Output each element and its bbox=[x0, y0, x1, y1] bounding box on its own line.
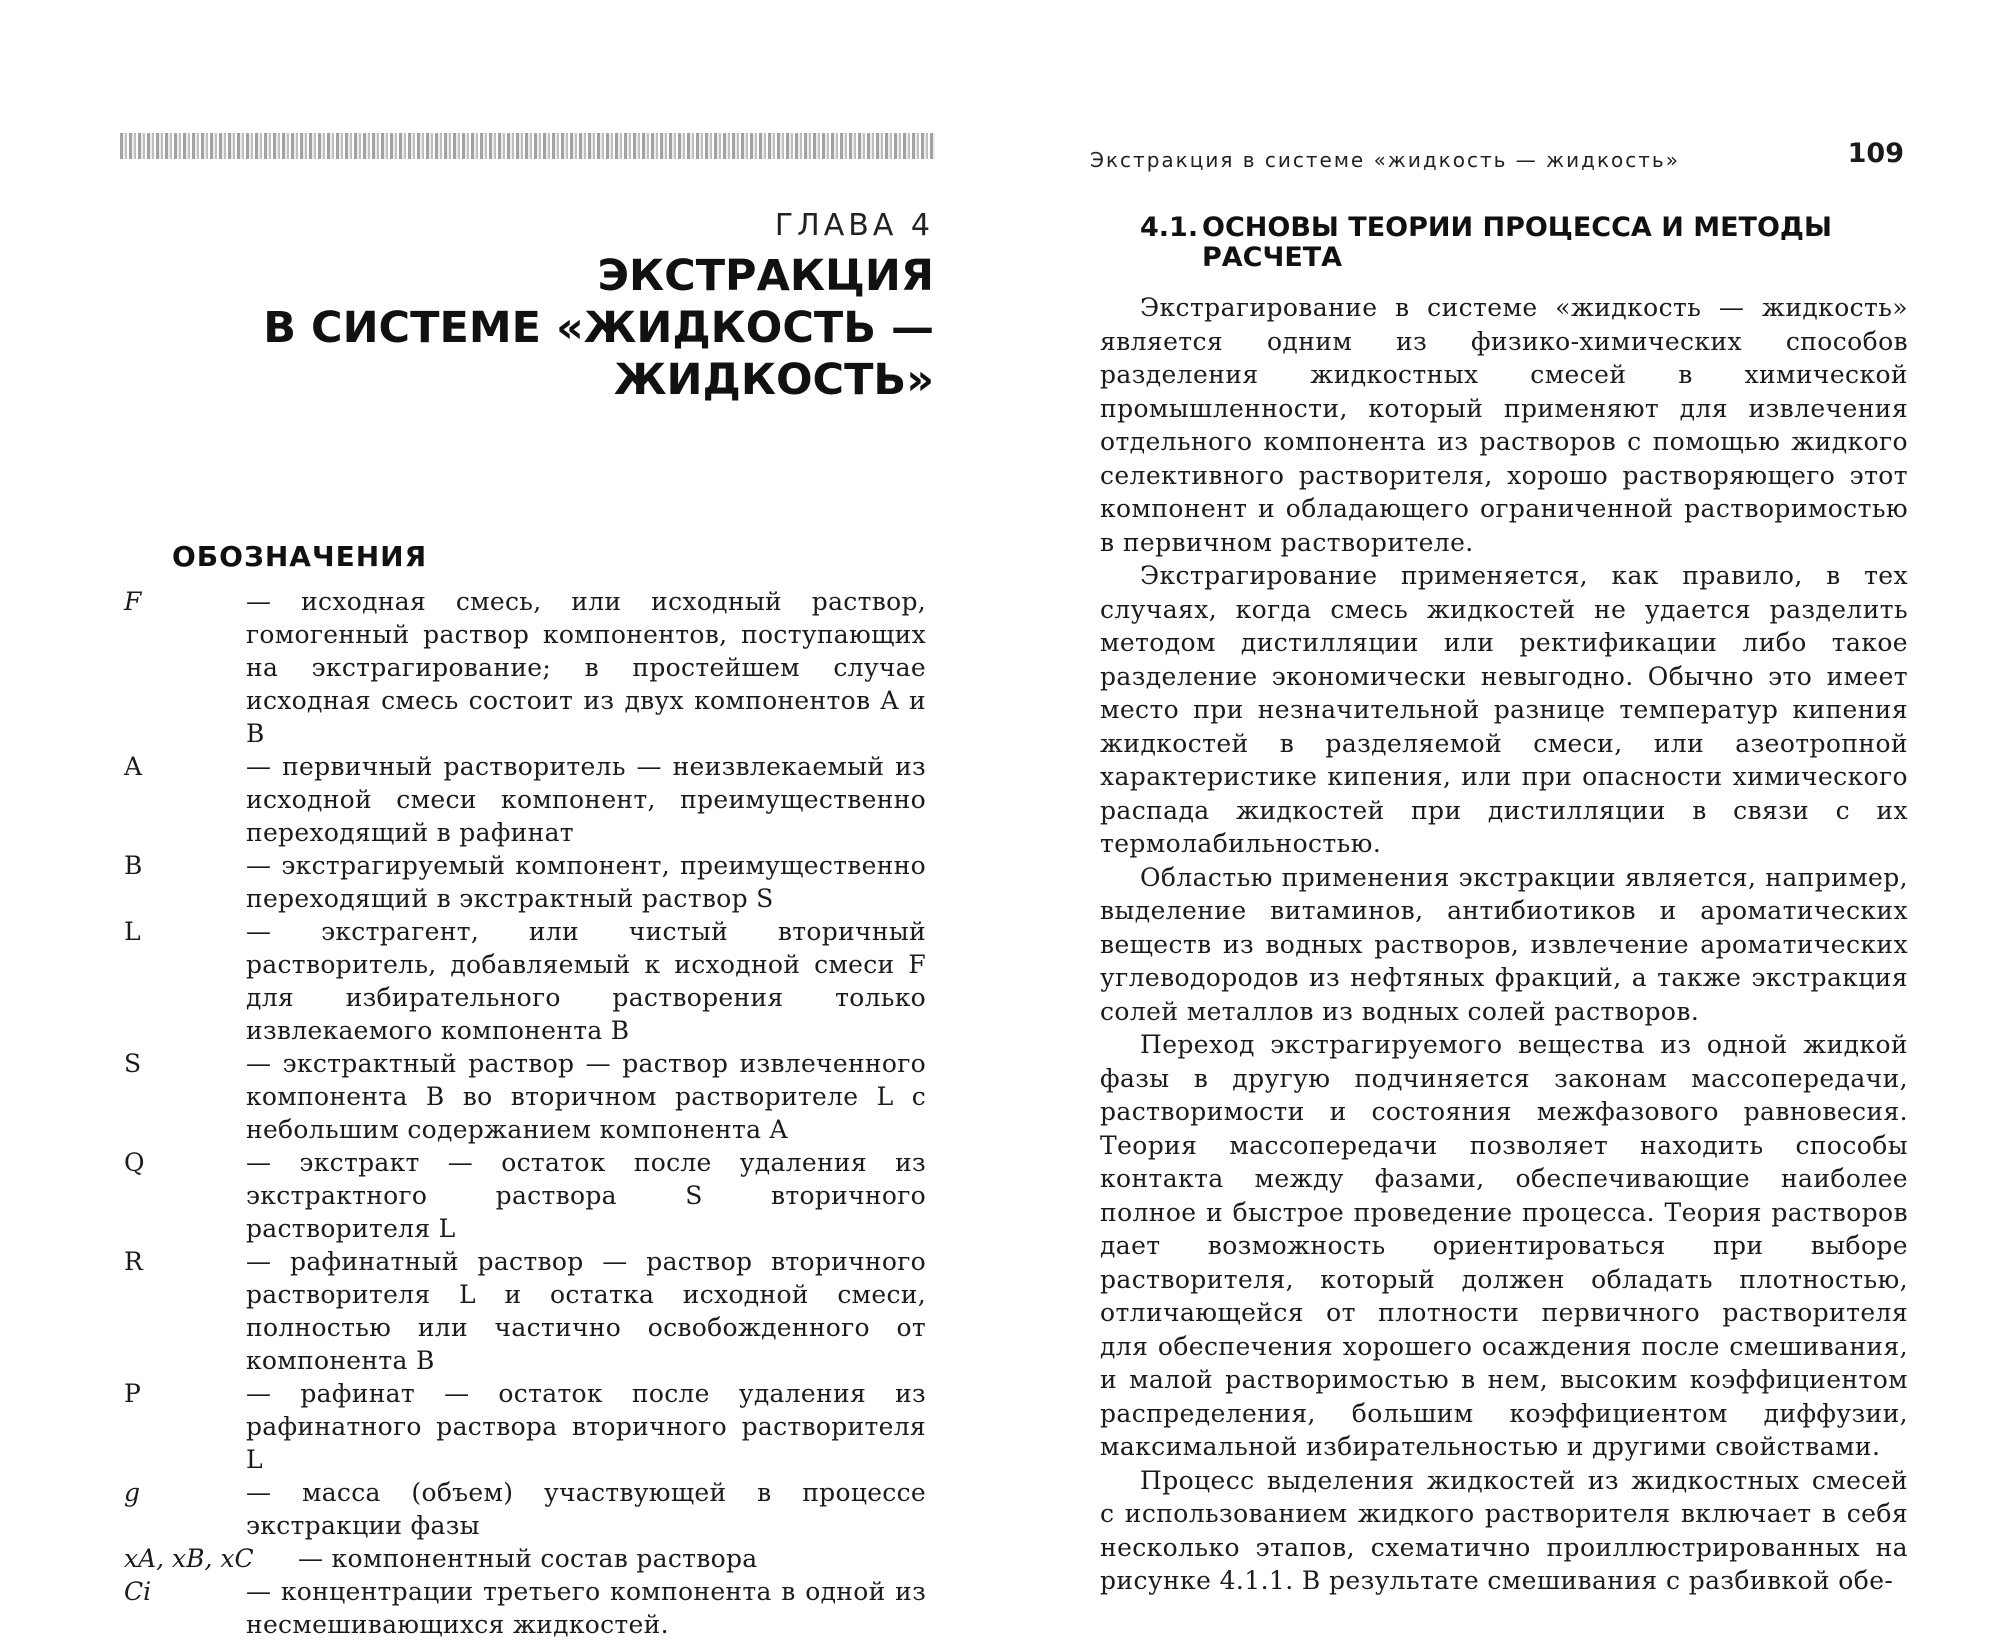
paragraph: Экстрагирование в системе «жидкость — жидкость» является одним из физико-химических способов разделения жидкостных смесей в химической промышленности, который применяют для извлечения отдельного компонента из растворов с помощью жидкого селективного растворителя, хорошо растворяющего этот компонент и обладающего ограниченной растворимостью в первичном растворителе. bbox=[1100, 293, 1908, 557]
notation-item bbox=[124, 585, 924, 750]
chapter-label: ГЛАВА 4 bbox=[774, 208, 934, 243]
notation-symbol: A bbox=[124, 752, 143, 781]
notation-definition: — исходная смесь, или исходный раствор, гомогенный раствор компонентов, поступающих на экстрагирование; в простейшем случае исходная смесь состоит из двух компонентов A и B bbox=[246, 587, 926, 748]
notation-definition: — компонентный состав раствора bbox=[298, 1544, 758, 1573]
chapter-title-line2: В СИСТЕМЕ «ЖИДКОСТЬ — ЖИДКОСТЬ» bbox=[263, 303, 934, 405]
subsection-heading bbox=[1140, 213, 1880, 273]
notation-definition: — первичный растворитель — неизвлекаемый из исходной смеси компонент, преимущественно переходящий в рафинат bbox=[246, 752, 926, 847]
paragraph: Экстрагирование применяется, как правило, в тех случаях, когда смесь жидкостей не удается разделить методом дистилляции или ректификации либо такое разделение экономически невыгодно. Обычно это имеет место при незначительной разнице температур кипения жидкостей в разделяемой смеси, или азеотропной характеристике кипения, или при опасности химического распада жидкостей при дистилляции в связи с их термолабильностью. bbox=[1100, 561, 1908, 858]
paragraph: Процесс выделения жидкостей из жидкостных смесей с использованием жидкого растворителя включает в себя несколько этапов, схематично проиллюстрированных на рисунке 4.1.1. В результате смешивания с разбивкой обе- bbox=[1100, 1465, 1908, 1595]
notation-item bbox=[124, 849, 924, 915]
notation-symbol: Q bbox=[124, 1148, 145, 1177]
notation-symbol: L bbox=[124, 917, 141, 946]
subsection-title-line1: ОСНОВЫ ТЕОРИИ ПРОЦЕССА И МЕТОДЫ bbox=[1202, 212, 1832, 243]
notation-definition: — экстрактный раствор — раствор извлеченного компонента B во вторичном растворителе L с небольшим содержанием компонента A bbox=[246, 1049, 926, 1144]
notation-list bbox=[124, 585, 924, 1641]
notation-definition: — масса (объем) участвующей в процессе экстракции фазы bbox=[246, 1478, 926, 1540]
subsection-number: 4.1. bbox=[1140, 212, 1199, 243]
notation-definition: — рафинат — остаток после удаления из рафинатного раствора вторичного растворителя L bbox=[246, 1379, 926, 1474]
notation-symbol: xA, xB, xC bbox=[124, 1544, 254, 1573]
notation-symbol: B bbox=[124, 851, 143, 880]
header-decoration-bar bbox=[120, 133, 935, 159]
section-heading-notations: ОБОЗНАЧЕНИЯ bbox=[172, 540, 428, 573]
chapter-title bbox=[0, 250, 934, 406]
paragraph: Областью применения экстракции является, например, выделение витаминов, антибиотиков и ароматических веществ из водных растворов, извлечение ароматических углеводородов из нефтяных фракций, а также экстракция солей металлов из водных солей растворов. bbox=[1100, 862, 1908, 1026]
left-page bbox=[0, 0, 1000, 1639]
right-page bbox=[1000, 0, 2000, 1594]
notation-definition: — экстракт — остаток после удаления из экстрактного раствора S вторичного растворителя L bbox=[246, 1148, 926, 1243]
notation-symbol: F bbox=[124, 587, 142, 616]
notation-symbol: S bbox=[124, 1049, 142, 1078]
notation-item bbox=[124, 1146, 924, 1245]
running-header: Экстракция в системе «жидкость — жидкость» bbox=[1090, 148, 1680, 172]
notation-definition: — экстрагент, или чистый вторичный растворитель, добавляемый к исходной смеси F для избирательного растворения только извлекаемого компонента B bbox=[246, 917, 926, 1045]
notation-definition: — концентрации третьего компонента в одной из несмешивающихся жидкостей. bbox=[246, 1577, 926, 1639]
notation-item bbox=[124, 1542, 924, 1575]
body-text bbox=[1100, 291, 1908, 1598]
notation-item bbox=[124, 1575, 924, 1641]
notation-item bbox=[124, 915, 924, 1047]
notation-item bbox=[124, 1476, 924, 1542]
notation-definition: — экстрагируемый компонент, преимущественно переходящий в экстрактный раствор S bbox=[246, 851, 926, 913]
notation-symbol: Ci bbox=[124, 1577, 152, 1606]
notation-symbol: P bbox=[124, 1379, 141, 1408]
notation-symbol: R bbox=[124, 1247, 143, 1276]
page-number: 109 bbox=[1847, 138, 1904, 169]
notation-item bbox=[124, 1047, 924, 1146]
notation-symbol: g bbox=[124, 1478, 141, 1507]
chapter-title-line1: ЭКСТРАКЦИЯ bbox=[597, 251, 934, 301]
notation-item bbox=[124, 1245, 924, 1377]
paragraph: Переход экстрагируемого вещества из одной жидкой фазы в другую подчиняется законам массопередачи, растворимости и состояния межфазового равновесия. Теория массопередачи позволяет находить способы контакта между фазами, обеспечивающие наиболее полное и быстрое проведение процесса. Теория растворов дает возможность ориентироваться при выборе растворителя, который должен обладать плотностью, отличающейся от плотности первичного растворителя для обеспечения хорошего осаждения после смешивания, и малой растворимостью в нем, высоким коэффициентом распределения, большим коэффициентом диффузии, максимальной избирательностью и другими свойствами. bbox=[1100, 1030, 1908, 1461]
notation-definition: — рафинатный раствор — раствор вторичного растворителя L и остатка исходной смеси, полностью или частично освобожденного от компонента B bbox=[246, 1247, 926, 1375]
subsection-title-line2: РАСЧЕТА bbox=[1202, 242, 1343, 273]
notation-item bbox=[124, 750, 924, 849]
notation-item bbox=[124, 1377, 924, 1476]
